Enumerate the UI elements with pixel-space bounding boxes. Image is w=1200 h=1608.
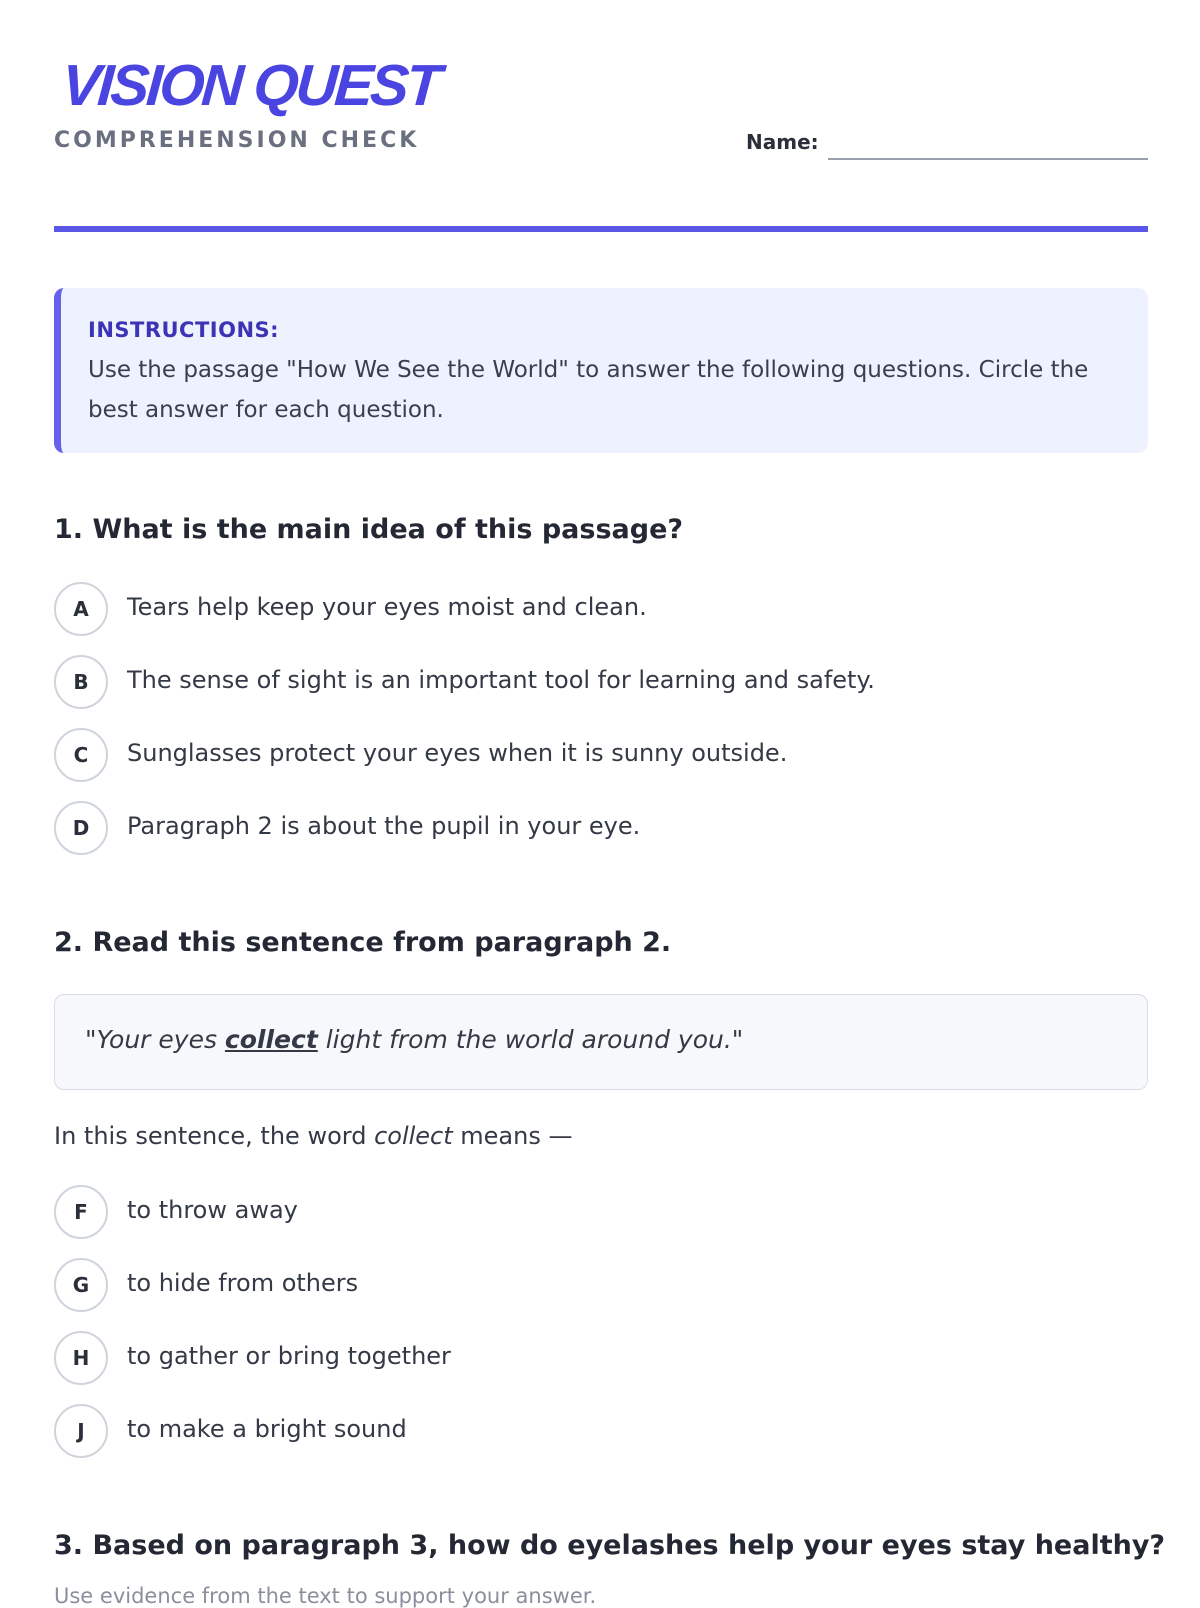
answer-bubble[interactable]: B — [54, 655, 108, 709]
option-text: The sense of sight is an important tool for learning and safety. — [127, 666, 875, 694]
q1-option-b[interactable] — [54, 655, 1148, 709]
worksheet-subtitle: COMPREHENSION CHECK — [54, 128, 420, 153]
q1-option-d[interactable] — [54, 801, 1148, 855]
option-text: to hide from others — [127, 1269, 359, 1297]
q2-option-h[interactable] — [54, 1331, 1148, 1385]
q2-option-j[interactable] — [54, 1404, 1148, 1458]
question-2-stem — [54, 1122, 572, 1150]
instructions-box — [54, 288, 1148, 453]
option-text: to throw away — [127, 1196, 298, 1224]
answer-bubble[interactable]: G — [54, 1258, 108, 1312]
answer-bubble[interactable]: F — [54, 1185, 108, 1239]
question-3-heading: 3. Based on paragraph 3, how do eyelashes help your eyes stay healthy? — [54, 1530, 1166, 1561]
q2-option-f[interactable] — [54, 1185, 1148, 1239]
quote-text-after: light from the world around you." — [317, 1025, 744, 1054]
question-3-hint: Use evidence from the text to support your answer. — [54, 1584, 597, 1608]
option-text: Sunglasses protect your eyes when it is sunny outside. — [127, 739, 788, 767]
stem-text-before: In this sentence, the word — [54, 1122, 375, 1150]
worksheet-page — [54, 0, 1166, 1608]
name-blank-line[interactable] — [828, 158, 1148, 160]
name-label: Name: — [746, 130, 819, 154]
question-2-heading: 2. Read this sentence from paragraph 2. — [54, 927, 672, 958]
question-1-heading: 1. What is the main idea of this passage? — [54, 514, 684, 545]
option-text: Tears help keep your eyes moist and clean. — [127, 593, 647, 621]
quoted-sentence — [54, 994, 1148, 1090]
q2-option-g[interactable] — [54, 1258, 1148, 1312]
stem-keyword: collect — [374, 1122, 453, 1150]
option-text: Paragraph 2 is about the pupil in your eye. — [127, 812, 641, 840]
option-text: to make a bright sound — [127, 1415, 407, 1443]
answer-bubble[interactable]: C — [54, 728, 108, 782]
option-text: to gather or bring together — [127, 1342, 451, 1370]
name-field[interactable] — [746, 128, 1148, 160]
answer-bubble[interactable]: A — [54, 582, 108, 636]
q1-option-c[interactable] — [54, 728, 1148, 782]
answer-bubble[interactable]: D — [54, 801, 108, 855]
stem-text-after: means — — [452, 1122, 573, 1150]
header-divider — [54, 226, 1148, 232]
instructions-text: Use the passage "How We See the World" to answer the following questions. Circle the best answer for each question. — [88, 357, 1089, 423]
answer-bubble[interactable]: H — [54, 1331, 108, 1385]
answer-bubble[interactable]: J — [54, 1404, 108, 1458]
worksheet-title: VISION QUEST — [59, 53, 441, 118]
instructions-heading: INSTRUCTIONS: — [88, 318, 280, 342]
quote-keyword: collect — [224, 1025, 318, 1054]
quote-text-before: "Your eyes — [85, 1025, 225, 1054]
q1-option-a[interactable] — [54, 582, 1148, 636]
